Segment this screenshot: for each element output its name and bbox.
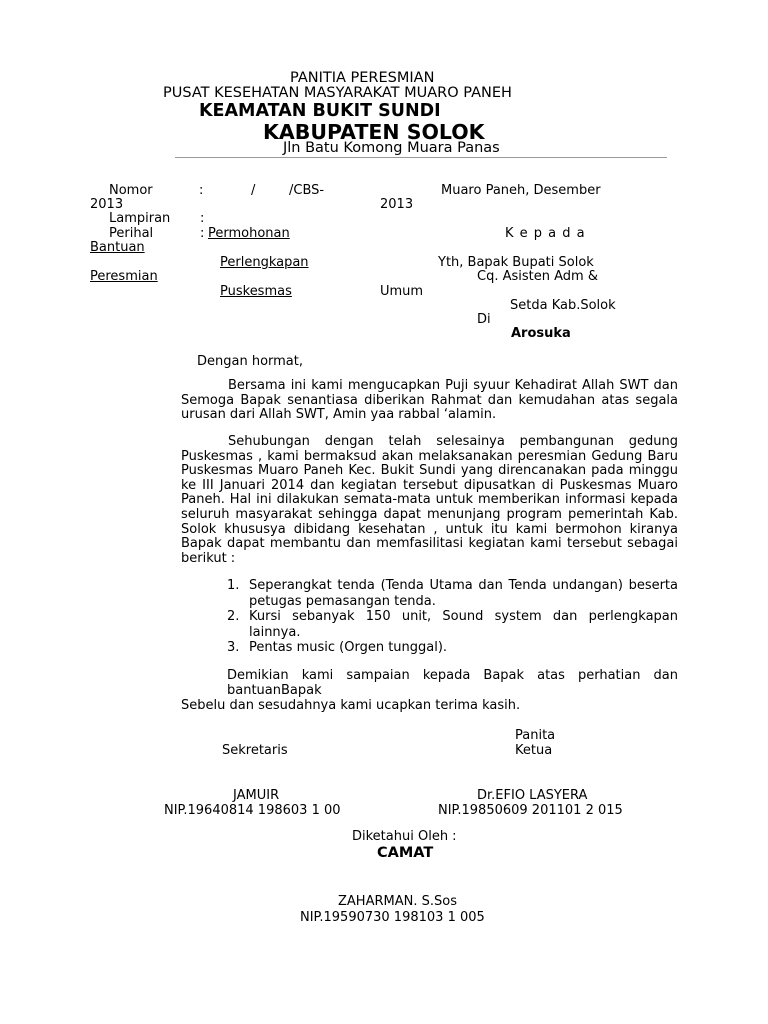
recipient-line-3: Setda Kab.Solok: [510, 298, 616, 313]
chair-name: Dr.EFIO LASYERA: [477, 788, 588, 803]
camat-nip: NIP.19590730 198103 1 005: [300, 910, 485, 925]
nomor-slash: /: [251, 183, 256, 198]
lampiran-colon: :: [200, 211, 205, 226]
header-line-regency: KABUPATEN SOLOK: [263, 120, 485, 144]
recipient-city: Arosuka: [511, 326, 571, 341]
nomor-colon: :: [199, 183, 204, 198]
perihal-colon: :: [200, 226, 205, 241]
header-address: Jln Batu Komong Muara Panas: [283, 140, 500, 156]
secretary-title: Sekretaris: [222, 743, 288, 758]
paragraph-opening-text: Bersama ini kami mengucapkan Puji syuur Kehadirat Allah SWT dan Semoga Bapak senantiasa diberikan Rahmat dan kemudahan atas segala urusan dari Allah SWT, Amin yaa rabbal ‘alamin.: [181, 378, 678, 423]
perihal-line-1: Permohonan: [208, 226, 290, 241]
list-item: [227, 609, 678, 640]
kepada-label: K e p a d a: [505, 226, 586, 241]
header-line-district: KEAMATAN BUKIT SUNDI: [199, 101, 441, 121]
recipient-line-1: Yth, Bapak Bupati Solok: [438, 255, 594, 270]
recipient-umum: Umum: [380, 284, 424, 299]
paragraph-closing: [227, 669, 678, 698]
paragraph-closing-text: Demikian kami sampaian kepada Bapak atas perhatian dan bantuanBapak: [227, 668, 678, 698]
chair-title: Ketua: [515, 743, 553, 758]
list-item-number: 2.: [227, 609, 240, 624]
nomor-year: 2013: [90, 197, 124, 212]
chair-nip: NIP.19850609 201101 2 015: [438, 803, 623, 818]
list-item-text: Seperangkat tenda (Tenda Utama dan Tenda undangan) beserta petugas pemasangan tenda.: [249, 578, 678, 609]
place-date: Muaro Paneh, Desember: [441, 183, 601, 198]
closing-thanks: Sebelu dan sesudahnya kami ucapkan terima kasih.: [181, 698, 521, 713]
perihal-bantuan: Bantuan: [90, 240, 145, 255]
lampiran-label: Lampiran: [109, 211, 171, 226]
acknowledged-by: Diketahui Oleh :: [352, 829, 457, 844]
perihal-peresmian: Peresmian: [90, 269, 158, 284]
paragraph-main: [181, 435, 678, 566]
paragraph-main-text: Sehubungan dengan telah selesainya pembangunan gedung Puskesmas , kami bermaksud akan melaksanakan peresmian Gedung Baru Puskesmas Muaro Paneh Kec. Bukit Sundi yang direncanakan pada minggu ke III Januari 2014 dan kegiatan tersebut dipusatkan di Puskesmas Muaro Paneh. Hal ini dilakukan semata-mata untuk memberikan informasi kepada seluruh masyarakat sehingga dapat menunjang program pemerintah Kab. Solok khususya dibidang kesehatan , untuk itu kami bermohon kiranya Bapak dapat membantu dan memfasilitasi kegiatan kami tersebut sebagai berikut :: [181, 434, 678, 566]
nomor-label: Nomor: [109, 183, 153, 198]
recipient-di: Di: [477, 312, 491, 327]
list-item-number: 1.: [227, 578, 240, 593]
camat-name: ZAHARMAN. S.Sos: [338, 894, 457, 909]
committee-label: Panita: [515, 728, 556, 743]
recipient-line-2: Cq. Asisten Adm &: [477, 269, 598, 284]
perihal-line-2: Perlengkapan: [220, 255, 309, 270]
list-item: [227, 578, 678, 609]
list-item-number: 3.: [227, 640, 240, 655]
secretary-name: JAMUIR: [233, 788, 280, 803]
header-line-committee: PANITIA PERESMIAN: [290, 70, 435, 86]
nomor-value: /CBS-: [289, 183, 325, 198]
list-item-text: Pentas music (Orgen tunggal).: [249, 640, 448, 655]
paragraph-opening: [181, 379, 678, 423]
header-line-institution: PUSAT KESEHATAN MASYARAKAT MUARO PANEH: [163, 85, 512, 101]
list-item: [227, 640, 678, 656]
secretary-nip: NIP.19640814 198603 1 00: [164, 803, 341, 818]
list-item-text: Kursi sebanyak 150 unit, Sound system dan perlengkapan lainnya.: [249, 609, 678, 640]
perihal-line-3: Puskesmas: [220, 284, 292, 299]
place-date-year: 2013: [380, 197, 414, 212]
salutation: Dengan hormat,: [197, 354, 304, 369]
camat-title: CAMAT: [377, 845, 434, 861]
perihal-label: Perihal: [109, 226, 154, 241]
header-divider: [175, 157, 667, 158]
